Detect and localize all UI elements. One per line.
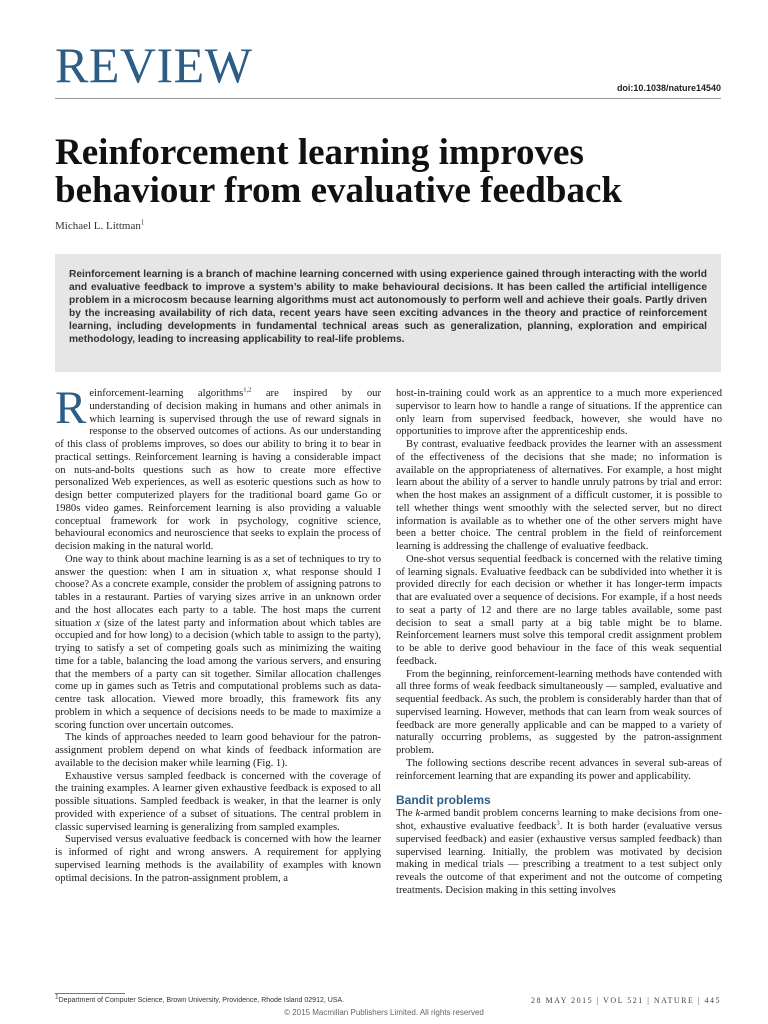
citation-ref[interactable]: 1,2	[243, 386, 252, 394]
doi-link[interactable]: doi:10.1038/nature14540	[616, 83, 721, 93]
copyright-line: © 2015 Macmillan Publishers Limited. All rights reserved	[284, 1008, 484, 1017]
text-run: -armed bandit problem concerns learning to make decisions from one-shot, exhaustive evaluative feedback	[396, 808, 723, 832]
body-paragraph: The kinds of approaches needed to learn good behaviour for the patron-assignment problem depend on what kinds of feedback information are available to the decision maker while learning (Fig. 1).	[55, 732, 381, 769]
text-run: (size of the latest party and information about which tables are occupied and for how long) to a decision (which table to assign to the party), trying to satisfy a set of competing goals such as minimizing the waiting time for a table, balancing the load among the various servers, and ensuring that the members of a party can sit together. Similar allocation challenges come up in games such as Tetris and computational problems such as data-centre task allocation. Viewed more broadly, this framework fits any problem in which a sequence of decisions needs to be made to maximize a scoring function over uncertain outcomes.	[55, 617, 381, 731]
text-run: , what response should I choose? As a concrete example, consider the problem of assigning patrons to tables in a restaurant. Parties of varying sizes arrive in an unknown order and the host allocates each party to a table. The host maps the current situation	[55, 566, 381, 629]
body-paragraph	[396, 808, 722, 897]
body-paragraph: By contrast, evaluative feedback provides the learner with an assessment of the effectiveness of the decisions that she made; no information is available on the appropriateness of alternatives. For example, a host might learn about the ability of a server to handle unruly patrons by trial and error: when the host makes an assignment of a difficult customer, it is possible to tell whether things went smoothly with the selected server, but no direct information is available as to whether one of the other servers might have been a better choice. The central problem in the field of reinforcement learning is addressing the challenge of evaluative feedback.	[396, 439, 722, 552]
article-title: Reinforcement learning improves behaviour from evaluative feedback	[55, 132, 622, 211]
footnote-mark: 1	[55, 993, 59, 1001]
body-column-right	[396, 388, 722, 898]
author-affiliation-mark: 1	[140, 218, 145, 227]
section-heading: Bandit problems	[396, 793, 491, 808]
citation-ref[interactable]: 3	[556, 819, 560, 827]
running-footer: 28 MAY 2015 | VOL 521 | NATURE | 445	[531, 996, 721, 1005]
author-name: Michael L. Littman	[55, 220, 141, 232]
text-run: . It is both harder (evaluative versus supervised feedback) and easier (exhaustive versus sampled feedback) than supervised learning. Initially, the problem was motivated by decision making in medical trials — prescribing a treatment to a test subject only reveals the outcome of that experiment and not the outcome of competing treatments. Decision making in this setting involves	[396, 821, 723, 896]
footnote-text: Department of Computer Science, Brown University, Providence, Rhode Island 02912, USA.	[58, 997, 345, 1004]
text-run: einforcement-learning algorithms	[89, 388, 244, 399]
text-run: One way to think about machine learning is as a set of techniques to try to answer the question: when I am in situation	[55, 553, 381, 578]
body-paragraph: host-in-training could work as an apprentice to a much more experienced supervisor to learn how to handle a range of situations. If the apprentice can only learn from supervised feedback, however, she would have no opportunities to improve after the apprenticeship ends.	[396, 388, 722, 438]
body-column-left	[55, 382, 381, 885]
drop-cap: R	[55, 382, 87, 434]
body-paragraph	[55, 382, 381, 554]
affiliation-footnote	[55, 993, 345, 1004]
body-paragraph: Exhaustive versus sampled feedback is concerned with the coverage of the training examples. A learner given exhaustive feedback is exposed to all possible situations. Sampled feedback is weaker, in that the learner is only provided with experience of a subset of situations. The central problem in classic supervised learning is generalizing from sampled examples.	[55, 770, 381, 833]
footnote-rule	[55, 993, 125, 994]
body-paragraph	[55, 554, 381, 733]
math-var: x	[263, 566, 268, 578]
section-label: REVIEW	[55, 37, 253, 93]
abstract-text: Reinforcement learning is a branch of machine learning concerned with using experience gained through interacting with the world and evaluative feedback to improve a system’s ability to make behavioural decisions. It has been called the artificial intelligence problem in a microcosm because learning algorithms must act autonomously to perform well and achieve their goals. Partly driven by the increasing availability of rich data, recent years have seen exciting advances in the theory and practice of reinforcement learning, including developments in fundamental technical areas such as generalization, planning, exploration and empirical methodology, leading to increasing applicability to real-life problems.	[69, 269, 707, 345]
text-run: are inspired by our understanding of decision making in humans and other animals in which learning is supervised through the use of reward signals in response to the observed outcomes of actions. As our understanding of this class of problems improves, so does our ability to bring it to bear in practical settings. Reinforcement learning is having a considerable impact on nuts-and-bolts questions such as how to create more effective personalized Web experiences, as well as esoteric questions such as how to design better computerized players for the traditional board game Go or 1980s video games. Reinforcement learning is also providing a valuable conceptual framework for work in psychology, cognitive science, behavioural economics and neuroscience that seeks to explain the process of decision making in the natural world.	[55, 388, 381, 552]
body-paragraph: The following sections describe recent advances in several sub-areas of reinforcement learning that are expanding its power and applicability.	[396, 757, 722, 782]
header-rule	[55, 98, 721, 99]
body-paragraph: One-shot versus sequential feedback is concerned with the relative timing of learning signals. Evaluative feedback can be subdivided into whether it is provided directly for each decision or whether it has longer-term impacts that are evaluated over a sequence of decisions. For example, if a host needs to seat a party of 12 and there are no large tables available, some past decision to seat a small party at a big table might be to blame. Reinforcement learners must solve this temporal credit assignment problem to be able to derive good behaviour in the face of this weak sequential feedback.	[396, 553, 722, 667]
math-var: k	[415, 808, 421, 820]
math-var: x	[95, 617, 101, 629]
body-paragraph: From the beginning, reinforcement-learning methods have contended with all three forms of weak feedback simultaneously — sampled, evaluative and sequential feedback. As such, the problem is considerably harder than that of supervised learning. However, methods that can learn from weak sources of feedback are more generally applicable and can be mapped to a variety of naturally occurring problems, as suggested by the patron-assignment problem.	[396, 668, 722, 756]
author-line	[55, 220, 144, 232]
abstract-box	[55, 254, 721, 372]
text-run: The	[396, 808, 416, 820]
body-paragraph: Supervised versus evaluative feedback is concerned with how the learner is informed of right and wrong answers. A requirement for applying supervised learning methods is the availability of examples with known optimal decisions. In the patron-assignment problem, a	[55, 834, 381, 884]
